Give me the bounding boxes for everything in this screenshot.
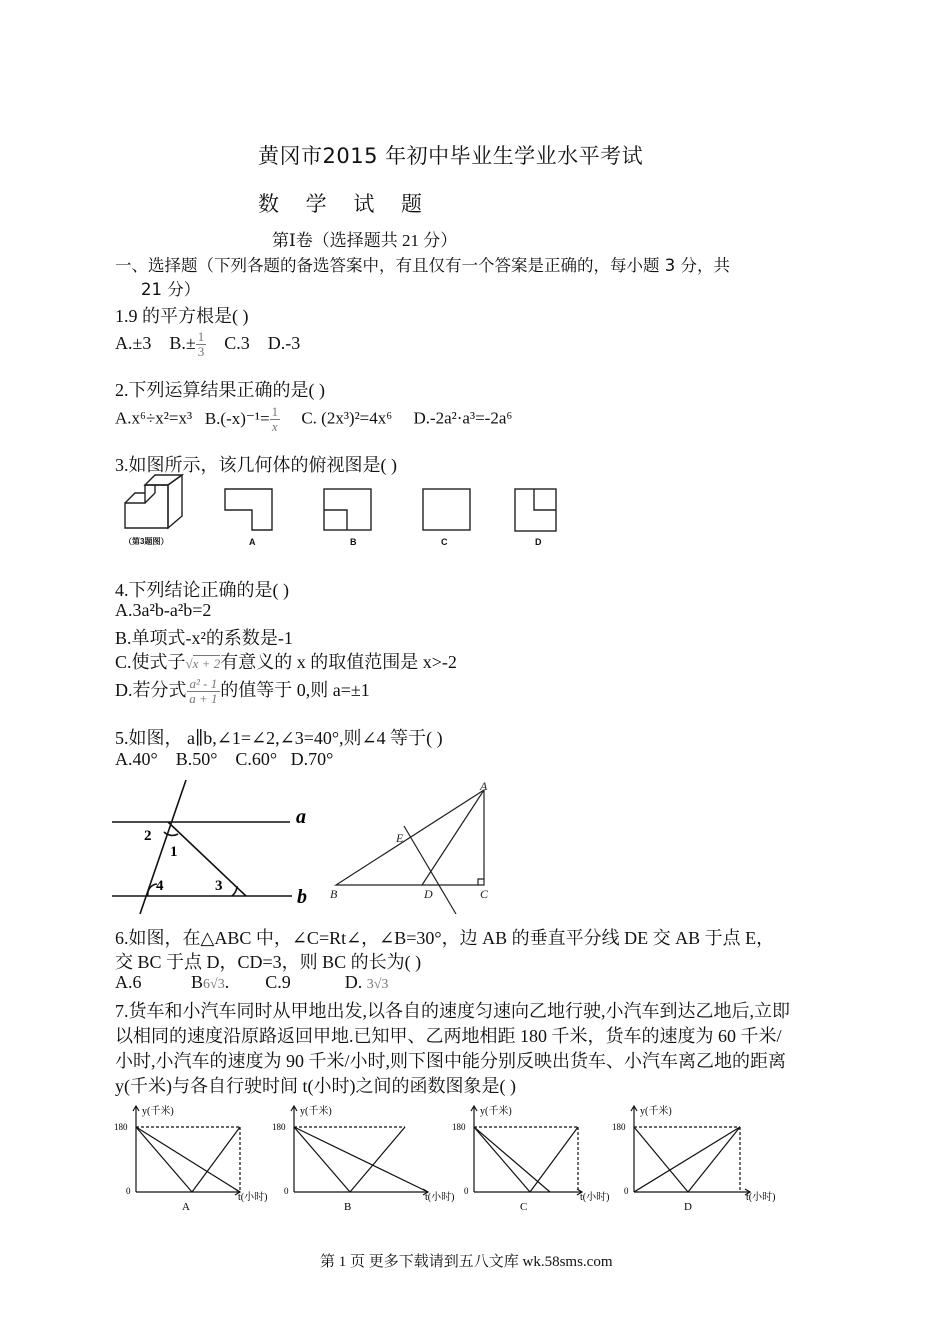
q1-options	[115, 330, 300, 360]
q7-c-xlabel: t(小时)	[580, 1192, 610, 1203]
q7-d-caption: D	[684, 1201, 692, 1213]
q2-stem: 2.下列运算结果正确的是( )	[115, 380, 325, 400]
q3-option-b-figure	[323, 488, 373, 533]
q1-fraction: $\frac{1}{3}$	[197, 329, 205, 360]
q3-fig-caption: （第3题图）	[124, 537, 169, 546]
q7-d-ylabel: y(千米)	[640, 1106, 672, 1117]
q7-graph-b	[270, 1100, 455, 1215]
q4-fraction: $\frac{\text{a² - 1}}{a + 1}$	[187, 677, 221, 707]
q7-b-zero: 0	[284, 1186, 289, 1196]
q6-label-a: A	[480, 779, 488, 793]
q6-options	[115, 972, 388, 993]
q7-graph-c	[450, 1100, 620, 1215]
q7-b-caption: B	[344, 1201, 352, 1213]
q7-graph-a	[112, 1100, 272, 1215]
q3-option-c-figure	[422, 488, 472, 533]
q7-c-y180: 180	[452, 1122, 466, 1132]
q7-c-ylabel: y(千米)	[480, 1106, 512, 1117]
q7-c-zero: 0	[464, 1186, 469, 1196]
q1-stem: 1.9 的平方根是( )	[115, 306, 249, 326]
q6-stem: 6.如图，在△ABC 中，∠C=Rt∠，∠B=30°，边 AB 的垂直平分线 DE 交 AB 于点 E，	[115, 928, 775, 948]
q7-a-zero: 0	[126, 1186, 131, 1196]
q3-stem: 3.如图所示，该几何体的俯视图是( )	[115, 455, 397, 475]
q7-d-y180: 180	[612, 1122, 626, 1132]
q1-option-c: C.3	[224, 332, 250, 353]
q3-option-d-figure	[514, 488, 564, 533]
section-heading: 一、选择题（下列各题的备选答案中，有且仅有一个答案是正确的，每小题 3 分，共	[115, 256, 730, 275]
q7-b-y180: 180	[272, 1122, 286, 1132]
part-heading: 第Ⅰ卷（选择题共 21 分）	[272, 231, 458, 250]
q6-option-b: B6√3.	[191, 972, 230, 992]
q7-stem-line4: y(千米)与各自行驶时间 t(小时)之间的函数图象是( )	[115, 1076, 516, 1096]
q6-option-d: D. 3√3	[344, 972, 389, 992]
q5-parallel-lines-figure	[112, 776, 322, 916]
q5-label-b: b	[297, 886, 307, 908]
q4-stem: 4.下列结论正确的是( )	[115, 580, 289, 600]
q2-option-a: A.x⁶÷x²=x³	[115, 408, 193, 428]
q7-b-ylabel: y(千米)	[300, 1106, 332, 1117]
exam-title: 黄冈市2015 年初中毕业生学业水平考试	[258, 144, 644, 168]
q1-option-b: B.± $\frac{1}{3}$	[169, 329, 205, 360]
q6-label-c: C	[480, 887, 489, 901]
q2-option-d: D.-2a²·a³=-2a⁶	[413, 408, 513, 428]
q3-label-d: D	[535, 537, 542, 547]
q6-label-b: B	[330, 887, 338, 901]
q3-label-b: B	[350, 537, 357, 547]
q2-option-c: C. (2x³)²=4x⁶	[301, 408, 393, 428]
q1-option-d: D.-3	[267, 332, 301, 353]
q7-a-xlabel: t(小时)	[238, 1192, 268, 1203]
q2-options	[115, 405, 512, 435]
q7-a-caption: A	[182, 1201, 190, 1213]
q2-option-b: B.(-x)⁻¹= $\frac{1}{x}$	[204, 404, 279, 435]
q3-label-c: C	[441, 537, 448, 547]
q6-triangle-figure	[326, 780, 506, 920]
q7-d-xlabel: t(小时)	[746, 1192, 776, 1203]
q5-label-1: 1	[170, 844, 178, 860]
q7-b-xlabel: t(小时)	[425, 1192, 455, 1203]
q4-option-b: B.单项式-x²的系数是-1	[115, 628, 293, 648]
page-footer: 第 1 页 更多下载请到五八文库 wk.58sms.com	[320, 1254, 613, 1270]
q4-option-d: D.若分式 $\frac{\text{a² - 1}}{a + 1}$ 的值等于 0,则 a=±1	[115, 676, 370, 707]
section-heading-cont: 21 分）	[141, 280, 201, 299]
q5-label-a: a	[296, 806, 306, 828]
q5-label-4: 4	[156, 878, 164, 894]
q5-label-2: 2	[144, 828, 152, 844]
q6-label-e: E	[396, 831, 404, 845]
q4-radical: √x + 2	[185, 656, 221, 671]
q7-stem-line3: 小时,小汽车的速度为 90 千米/小时,则下图中能分别反映出货车、小汽车离乙地的距离	[115, 1051, 786, 1071]
q3-label-a: A	[249, 537, 256, 547]
q1-option-a: A.±3	[115, 332, 152, 353]
q2-fraction: $\frac{1}{x}$	[271, 404, 279, 435]
q7-stem-line1: 7.货车和小汽车同时从甲地出发,以各自的速度匀速向乙地行驶,小汽车到达乙地后,立即	[115, 1001, 790, 1021]
q7-a-ylabel: y(千米)	[142, 1106, 174, 1117]
q5-options: A.40° B.50° C.60° D.70°	[115, 749, 334, 769]
q3-solid-figure	[120, 473, 195, 533]
q5-stem: 5.如图， a∥b,∠1=∠2,∠3=40°,则∠4 等于( )	[115, 728, 443, 748]
q7-graph-d	[610, 1100, 780, 1215]
exam-subtitle: 数 学 试 题	[258, 192, 433, 216]
q6-option-a: A.6	[115, 972, 142, 992]
q7-a-y180: 180	[114, 1122, 128, 1132]
q7-c-caption: C	[520, 1201, 528, 1213]
q4-option-c: C.使式子√x + 2有意义的 x 的取值范围是 x>-2	[115, 652, 457, 672]
q3-option-a-figure	[224, 488, 274, 533]
q6-stem-cont: 交 BC 于点 D，CD=3，则 BC 的长为( )	[115, 952, 422, 972]
q5-label-3: 3	[215, 878, 223, 894]
q4-option-a: A.3a²b-a²b=2	[115, 600, 212, 620]
q6-label-d: D	[424, 887, 433, 901]
q7-d-zero: 0	[624, 1186, 629, 1196]
q6-option-c: C.9	[265, 972, 291, 992]
q7-stem-line2: 以相同的速度沿原路返回甲地.已知甲、乙两地相距 180 千米，货车的速度为 60 千米/	[115, 1026, 782, 1046]
